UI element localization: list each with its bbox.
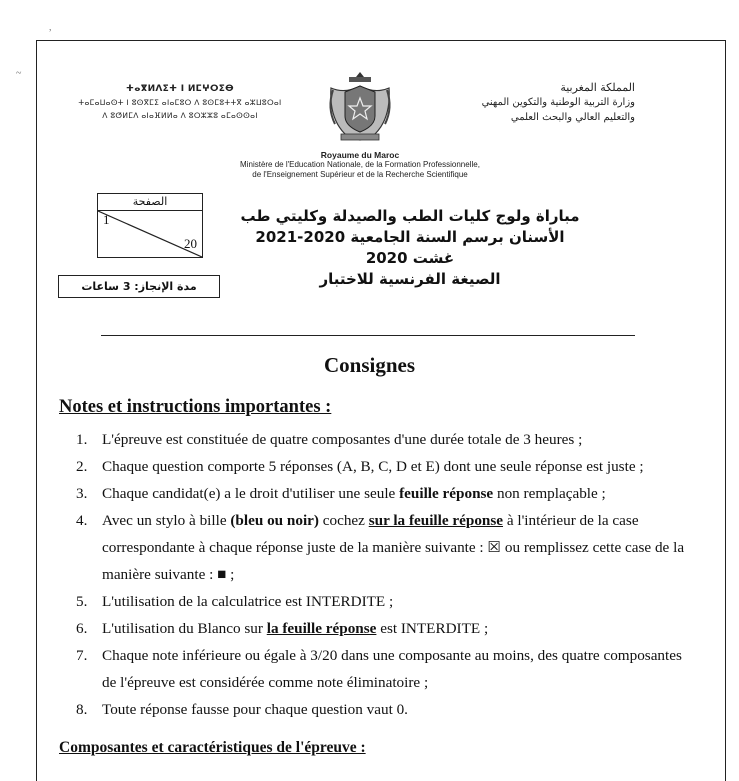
item-number: 1. [76,431,88,448]
coat-of-arms-logo [325,68,395,144]
page-mark: ~ [16,68,22,79]
list-item [76,480,696,507]
page-box-label: الصفحة [98,194,202,211]
ministry-header [160,150,560,180]
exam-title-line: الأسنان برسم السنة الجامعية 2020-2021 [255,228,565,246]
exam-title [235,206,585,290]
duration-box: مدة الإنجاز: 3 ساعات [58,275,220,298]
item-text: à l'intérieur de la case correspondante à chaque réponse juste de la manière suivante : ☒ ou remplissez cette case de la manière suivante : ■ ; [102,512,685,583]
arabic-header-line: والتعليم العالي والبحث العلمي [510,112,635,123]
item-text: cochez [318,512,369,529]
ministere-line: de l'Enseignement Supérieur et de la Recherche Scientifique [252,170,468,179]
arabic-header-line: وزارة التربية الوطنية والتكوين المهني [481,97,635,108]
royaume-line: Royaume du Maroc [320,150,400,160]
item-bold: (bleu ou noir) [230,512,319,529]
tifinagh-line: ⴷ ⵓⵚⵍⵎⴷ ⴰⵏⴰⴼⵍⵍⴰ ⴷ ⵓⵔⵣⵣⵓ ⴰⵎⴰⵙⵙⴰⵏ [102,111,258,120]
page-mark: , [49,22,52,33]
exam-title-line: غشت 2020 [365,249,455,267]
list-item [76,588,696,615]
item-number: 4. [76,512,88,529]
item-text: Avec un stylo à bille [102,512,231,529]
notes-heading: Notes et instructions importantes : [59,397,332,417]
instructions-list [76,426,696,723]
components-heading: Composantes et caractéristiques de l'épreuve : [59,739,366,756]
list-item [76,453,696,480]
item-bold-underlined: sur la feuille réponse [368,512,504,529]
item-text: Chaque candidat(e) a le droit d'utiliser une seule [102,485,400,502]
item-text: Chaque note inférieure ou égale à 3/20 dans une composante au moins, des quatre composantes de l'épreuve est considérée comme note éliminatoire ; [102,647,682,691]
item-text: L'épreuve est constituée de quatre composantes d'une durée totale de 3 heures ; [102,431,583,448]
list-item [76,642,696,696]
item-bold: feuille réponse [399,485,494,502]
exam-title-line: الصيغة الفرنسية للاختبار [319,270,501,288]
list-item [76,507,696,588]
page-total: 20 [184,236,197,251]
item-text: est INTERDITE ; [376,620,489,637]
page-current: 1 [103,212,110,227]
exam-title-line: مباراة ولوج كليات الطب والصيدلة وكليتي طب [240,207,580,225]
page-number-box [97,193,203,258]
divider [101,335,635,336]
item-number: 5. [76,593,88,610]
item-text: L'utilisation du Blanco sur [102,620,267,637]
consignes-title: Consignes [323,353,416,377]
tifinagh-line: ⵜⴰⴳⵍⴷⵉⵜ ⵏ ⵍⵎⵖⵔⵉⴱ [126,84,234,94]
tifinagh-line: ⵜⴰⵎⴰⵡⴰⵙⵜ ⵏ ⵓⵙⴳⵎⵉ ⴰⵏⴰⵎⵓⵔ ⴷ ⵓⵙⵎⵓⵜⵜⴳ ⴰⵣⵡⵓⵔⴰⵏ [78,98,282,107]
item-text: Chaque question comporte 5 réponses (A, B, C, D et E) dont une seule réponse est juste ; [102,458,644,475]
ministere-line: Ministère de l'Education Nationale, de la Formation Professionnelle, [240,160,480,169]
item-number: 7. [76,647,88,664]
tifinagh-header [70,83,290,122]
item-number: 6. [76,620,88,637]
item-text: Toute réponse fausse pour chaque question vaut 0. [102,701,408,718]
list-item [76,426,696,453]
item-number: 2. [76,458,88,475]
item-number: 3. [76,485,88,502]
arabic-header-line: المملكة المغربية [560,81,635,94]
arabic-header [415,80,635,125]
list-item [76,615,696,642]
item-text: non remplaçable ; [493,485,606,502]
list-item [76,696,696,723]
item-text: L'utilisation de la calculatrice est INTERDITE ; [102,593,394,610]
item-bold-underlined: la feuille réponse [266,620,377,637]
item-number: 8. [76,701,88,718]
